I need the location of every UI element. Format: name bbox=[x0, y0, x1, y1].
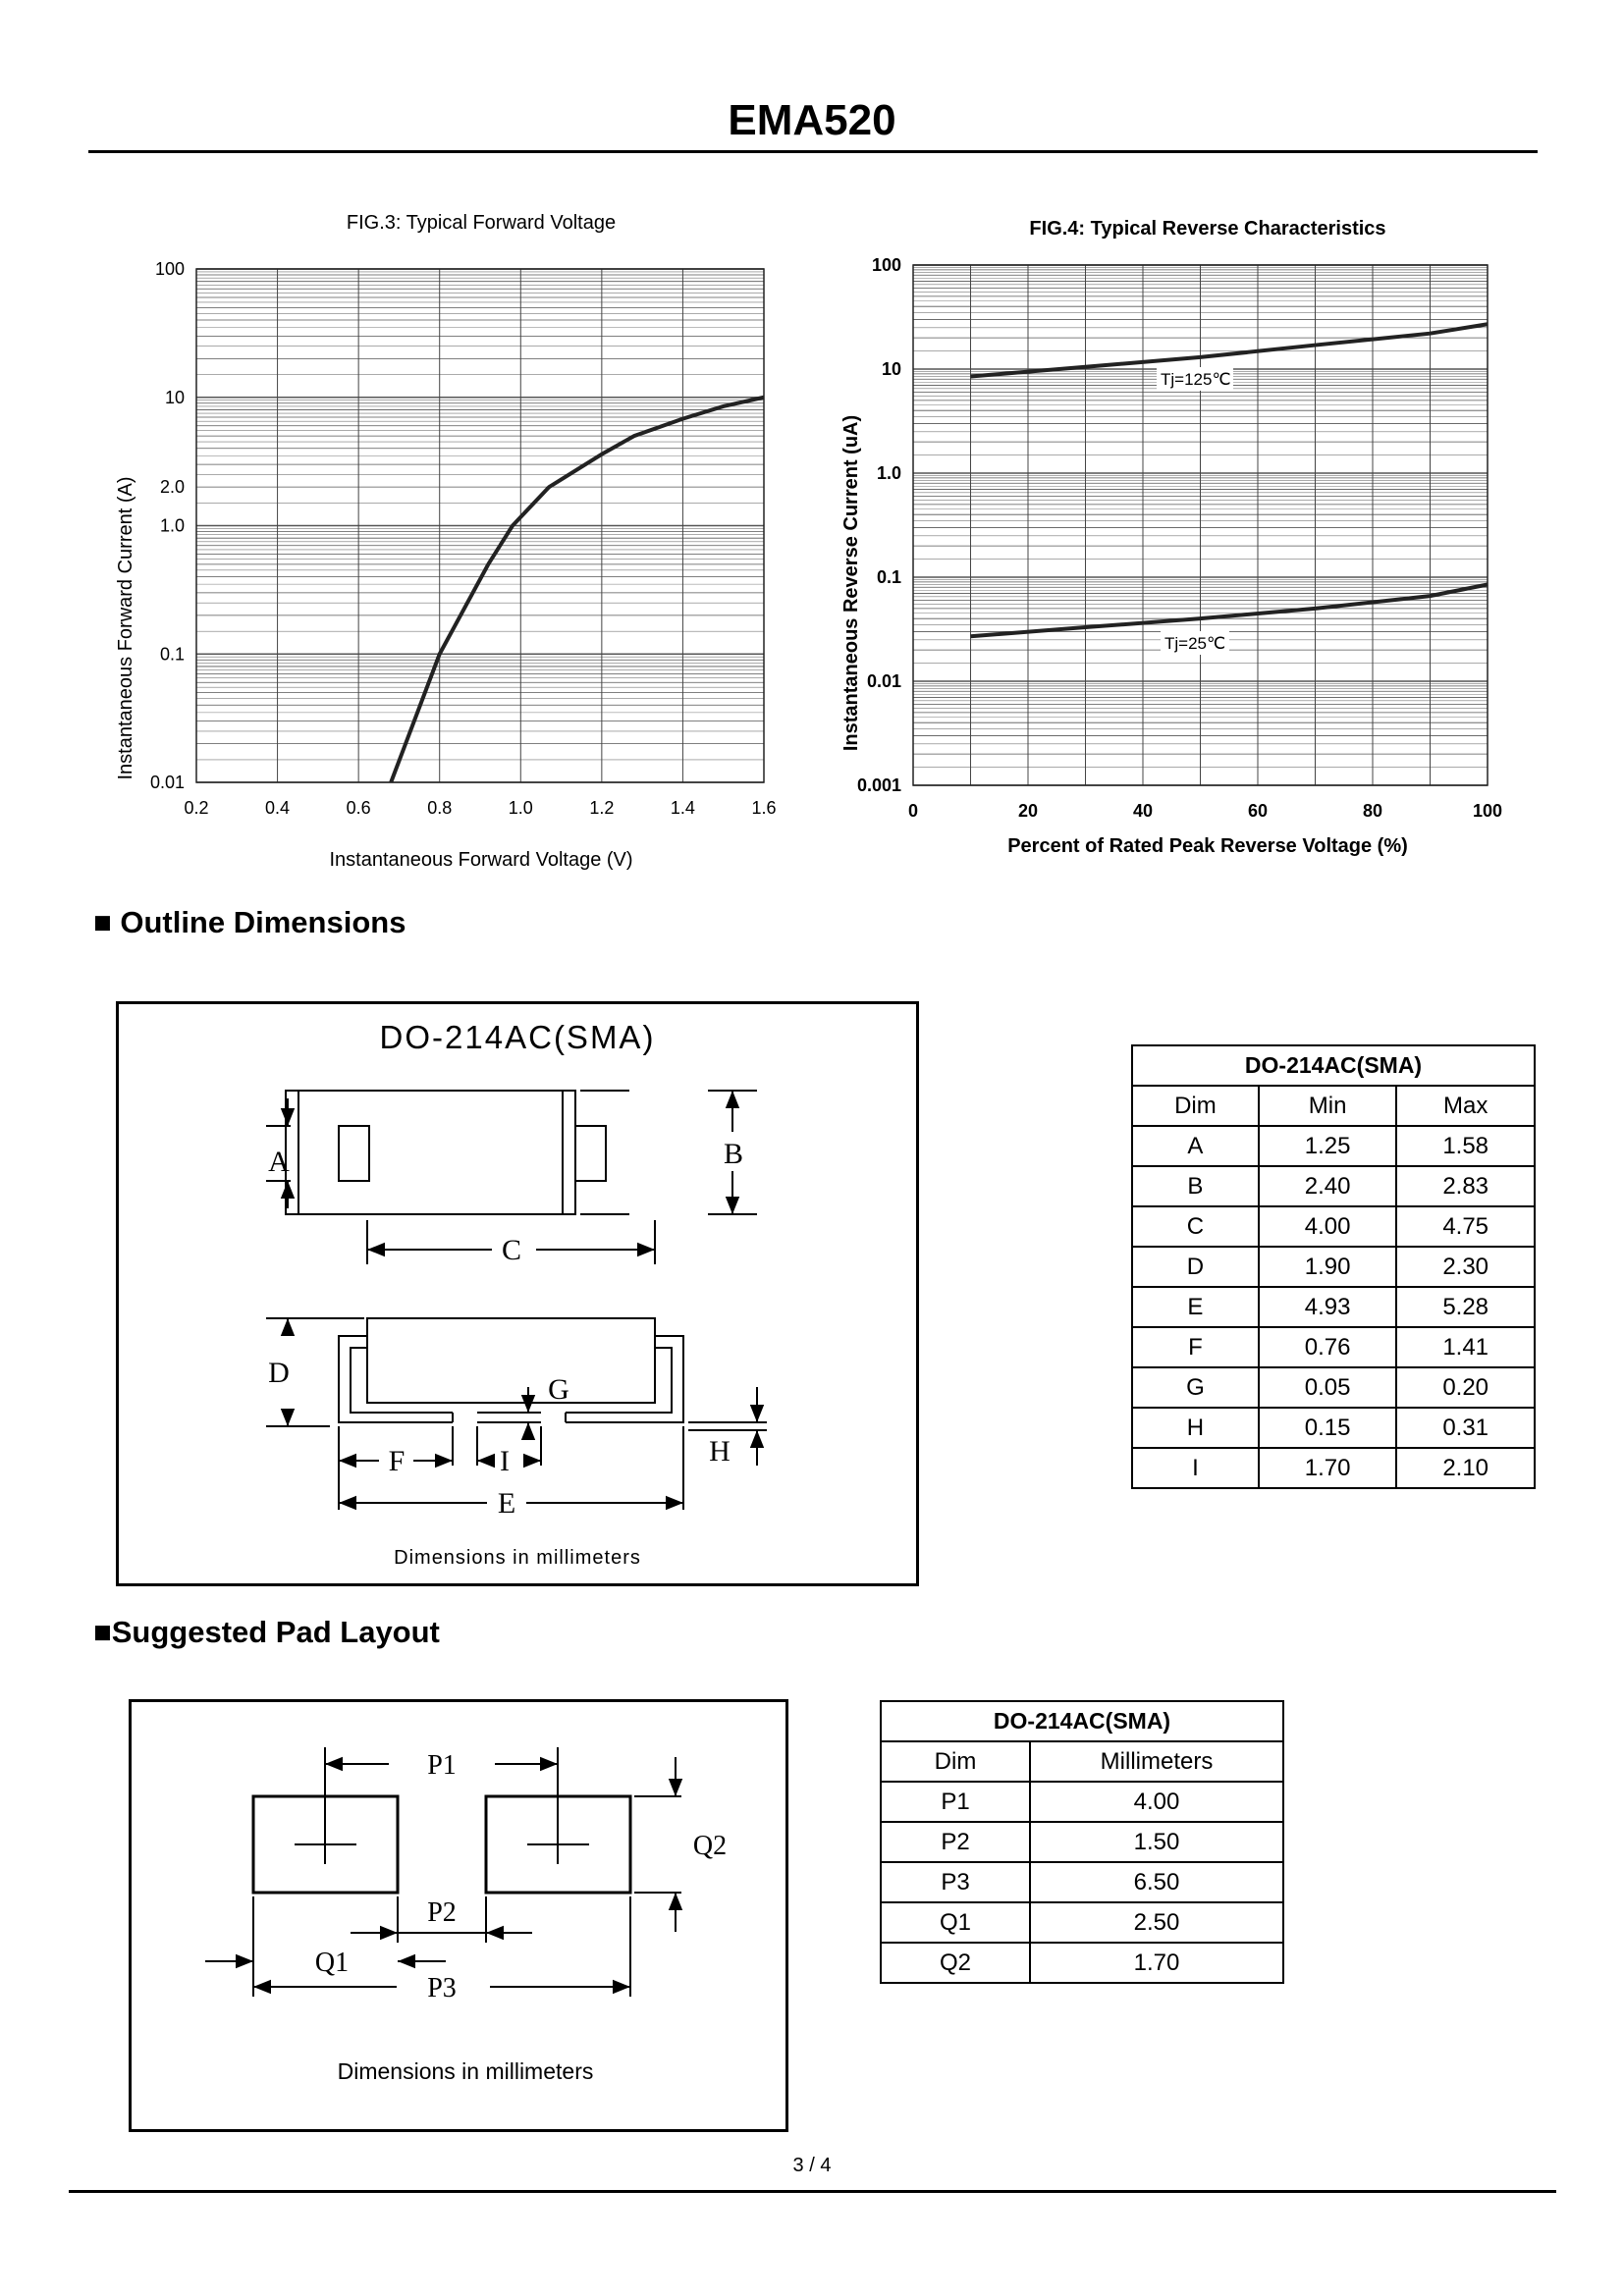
fig4-grid bbox=[913, 265, 1488, 785]
table-cell: 2.83 bbox=[1396, 1166, 1535, 1206]
y-tick-label: 2.0 bbox=[159, 477, 185, 498]
outline-drawing-box bbox=[116, 1001, 919, 1586]
x-tick-label: 40 bbox=[1132, 801, 1154, 821]
table-cell: 1.90 bbox=[1259, 1247, 1397, 1287]
table-cell: G bbox=[1132, 1367, 1259, 1408]
table-cell: 1.70 bbox=[1259, 1448, 1397, 1488]
page-number: 3 / 4 bbox=[792, 2155, 832, 2176]
table-cell: I bbox=[1132, 1448, 1259, 1488]
table-cell: B bbox=[1132, 1166, 1259, 1206]
outline-table-header: Dim bbox=[1132, 1086, 1259, 1126]
package-name: DO-214AC(SMA) bbox=[379, 1019, 656, 1055]
x-tick-label: 80 bbox=[1362, 801, 1383, 821]
fig4-tj25-curve bbox=[971, 584, 1489, 636]
terminal-right bbox=[575, 1126, 606, 1181]
outline-dimensions-heading: ■ Outline Dimensions bbox=[93, 905, 406, 939]
fig3-grid bbox=[196, 269, 764, 782]
x-tick-label: 0.4 bbox=[265, 798, 291, 818]
table-cell: 6.50 bbox=[1030, 1862, 1283, 1902]
table-cell: 0.20 bbox=[1396, 1367, 1535, 1408]
table-cell: 2.40 bbox=[1259, 1166, 1397, 1206]
table-cell: 0.31 bbox=[1396, 1408, 1535, 1448]
pad-drawing-box bbox=[129, 1699, 788, 2132]
table-cell: 0.05 bbox=[1259, 1367, 1397, 1408]
fig3-title: FIG.3: Typical Forward Voltage bbox=[346, 212, 617, 234]
table-row bbox=[881, 1943, 1283, 1983]
outline-table-header: Max bbox=[1396, 1086, 1535, 1126]
table-cell: 1.70 bbox=[1030, 1943, 1283, 1983]
table-row bbox=[881, 1862, 1283, 1902]
fig3-x-axis-label: Instantaneous Forward Voltage (V) bbox=[329, 849, 633, 871]
table-cell: 2.50 bbox=[1030, 1902, 1283, 1943]
dim-label-c: C bbox=[501, 1234, 522, 1266]
x-tick-label: 100 bbox=[1472, 801, 1503, 821]
table-cell: A bbox=[1132, 1126, 1259, 1166]
fig4-title: FIG.4: Typical Reverse Characteristics bbox=[1029, 218, 1386, 240]
dim-label-f: F bbox=[388, 1445, 406, 1477]
pad-layout-table bbox=[880, 1700, 1284, 1984]
x-tick-label: 0 bbox=[907, 801, 919, 821]
table-cell: D bbox=[1132, 1247, 1259, 1287]
fig4-reverse-characteristics-chart bbox=[835, 196, 1522, 883]
header-divider bbox=[88, 150, 1538, 153]
fig3-forward-voltage-chart bbox=[108, 196, 795, 883]
table-cell: 1.25 bbox=[1259, 1126, 1397, 1166]
pad-table-header: Millimeters bbox=[1030, 1741, 1283, 1782]
table-row bbox=[1132, 1287, 1535, 1327]
dim-label-a: A bbox=[268, 1146, 290, 1178]
table-cell: 0.15 bbox=[1259, 1408, 1397, 1448]
package-body-top-view bbox=[286, 1091, 575, 1214]
table-cell: H bbox=[1132, 1408, 1259, 1448]
table-row bbox=[1132, 1448, 1535, 1488]
table-cell: 1.50 bbox=[1030, 1822, 1283, 1862]
y-tick-label: 0.01 bbox=[866, 671, 901, 691]
pad-label-p2: P2 bbox=[427, 1897, 457, 1928]
y-tick-label: 100 bbox=[871, 255, 901, 275]
table-cell: P2 bbox=[881, 1822, 1030, 1862]
table-row bbox=[881, 1782, 1283, 1822]
pad-drawing bbox=[132, 1702, 785, 2129]
x-tick-label: 1.4 bbox=[670, 798, 695, 818]
fig3-x-ticks bbox=[184, 798, 776, 818]
dim-label-e: E bbox=[497, 1487, 516, 1520]
pad-label-q1: Q1 bbox=[314, 1948, 350, 1978]
pad-units-note: Dimensions in millimeters bbox=[337, 2058, 594, 2084]
fig4-y-axis-label: Instantaneous Reverse Current (uA) bbox=[840, 414, 862, 752]
pad-layout-heading: ■Suggested Pad Layout bbox=[93, 1615, 440, 1649]
table-cell: Q2 bbox=[881, 1943, 1030, 1983]
table-cell: C bbox=[1132, 1206, 1259, 1247]
table-cell: Q1 bbox=[881, 1902, 1030, 1943]
table-cell: P3 bbox=[881, 1862, 1030, 1902]
x-tick-label: 0.8 bbox=[427, 798, 453, 818]
footer-divider bbox=[69, 2190, 1556, 2193]
fig4-y-ticks bbox=[857, 255, 901, 795]
table-cell: 0.76 bbox=[1259, 1327, 1397, 1367]
table-cell: F bbox=[1132, 1327, 1259, 1367]
x-tick-label: 1.2 bbox=[589, 798, 615, 818]
table-row bbox=[1132, 1126, 1535, 1166]
table-cell: 2.10 bbox=[1396, 1448, 1535, 1488]
y-tick-label: 10 bbox=[881, 359, 901, 379]
x-tick-label: 1.0 bbox=[508, 798, 533, 818]
table-row bbox=[881, 1822, 1283, 1862]
table-cell: 4.00 bbox=[1259, 1206, 1397, 1247]
dim-label-d: D bbox=[268, 1357, 290, 1389]
x-tick-label: 20 bbox=[1017, 801, 1039, 821]
x-tick-label: 1.6 bbox=[751, 798, 777, 818]
fig3-y-axis-label: Instantaneous Forward Current (A) bbox=[115, 476, 136, 780]
fig4-annotation-tj125: Tj=125℃ bbox=[1161, 370, 1231, 389]
table-row bbox=[1132, 1367, 1535, 1408]
dim-label-h: H bbox=[709, 1435, 731, 1468]
table-cell: 4.75 bbox=[1396, 1206, 1535, 1247]
fig3-forward-current-curve bbox=[391, 398, 764, 782]
y-tick-label: 0.001 bbox=[856, 775, 901, 795]
package-body-side-view bbox=[367, 1318, 655, 1403]
pad-label-p1: P1 bbox=[427, 1750, 457, 1781]
terminal-left bbox=[339, 1126, 369, 1181]
pad-label-p3: P3 bbox=[427, 1973, 457, 2003]
y-tick-label: 0.1 bbox=[876, 567, 901, 587]
outline-drawing bbox=[119, 1004, 916, 1583]
fig4-x-ticks bbox=[908, 801, 1502, 821]
y-tick-label: 10 bbox=[164, 387, 185, 407]
table-row bbox=[1132, 1247, 1535, 1287]
fig4-x-axis-label: Percent of Rated Peak Reverse Voltage (%) bbox=[1007, 835, 1408, 857]
x-tick-label: 0.2 bbox=[184, 798, 209, 818]
outline-table-header: Min bbox=[1259, 1086, 1397, 1126]
x-tick-label: 0.6 bbox=[346, 798, 371, 818]
page-title: EMA520 bbox=[728, 96, 896, 144]
table-cell: 4.00 bbox=[1030, 1782, 1283, 1822]
y-tick-label: 1.0 bbox=[876, 463, 901, 483]
table-row bbox=[1132, 1327, 1535, 1367]
table-row bbox=[1132, 1408, 1535, 1448]
table-row bbox=[1132, 1206, 1535, 1247]
dim-label-i: I bbox=[500, 1445, 510, 1477]
table-cell: P1 bbox=[881, 1782, 1030, 1822]
pad-label-q2: Q2 bbox=[692, 1831, 728, 1861]
table-cell: 1.41 bbox=[1396, 1327, 1535, 1367]
x-tick-label: 60 bbox=[1247, 801, 1269, 821]
table-cell: 5.28 bbox=[1396, 1287, 1535, 1327]
table-cell: 4.93 bbox=[1259, 1287, 1397, 1327]
table-cell: 1.58 bbox=[1396, 1126, 1535, 1166]
y-tick-label: 1.0 bbox=[159, 515, 185, 536]
outline-table-caption: DO-214AC(SMA) bbox=[1132, 1045, 1535, 1086]
pad-table-header: Dim bbox=[881, 1741, 1030, 1782]
table-cell: E bbox=[1132, 1287, 1259, 1327]
fig4-annotation-tj25: Tj=25℃ bbox=[1164, 634, 1226, 653]
dim-label-b: B bbox=[723, 1138, 744, 1170]
y-tick-label: 0.1 bbox=[159, 644, 185, 665]
y-tick-label: 100 bbox=[154, 259, 185, 279]
fig3-y-ticks bbox=[150, 259, 185, 792]
table-cell: 2.30 bbox=[1396, 1247, 1535, 1287]
pad-table-caption: DO-214AC(SMA) bbox=[881, 1701, 1283, 1741]
table-row bbox=[881, 1902, 1283, 1943]
table-row bbox=[1132, 1166, 1535, 1206]
outline-units-note: Dimensions in millimeters bbox=[394, 1547, 641, 1569]
outline-dimensions-table bbox=[1131, 1044, 1536, 1489]
dim-label-g: G bbox=[548, 1373, 569, 1406]
y-tick-label: 0.01 bbox=[149, 773, 185, 792]
